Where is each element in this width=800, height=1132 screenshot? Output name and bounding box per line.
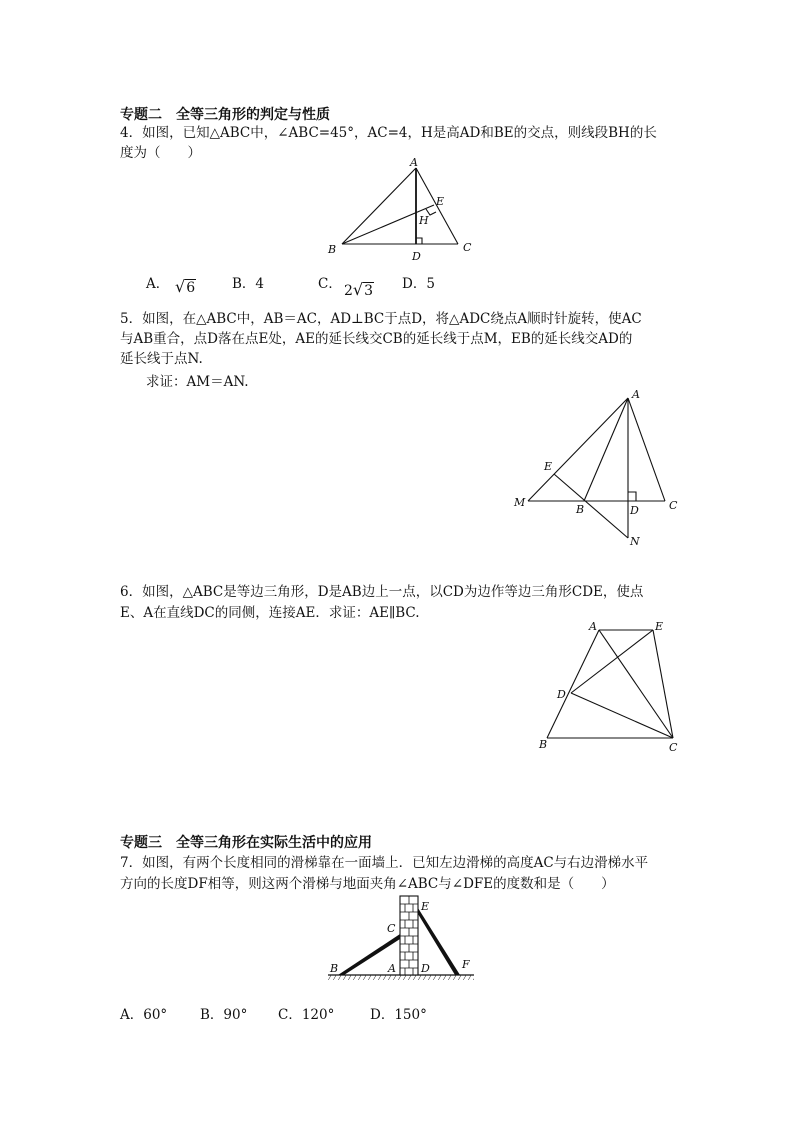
- question-5-line-1: 5．如图，在△ABC中，AB＝AC，AD⊥BC于点D，将△ADC绕点A顺时针旋转，使AC: [120, 311, 642, 327]
- label-d: D: [412, 250, 421, 263]
- question-5-prove: 求证：AM＝AN.: [146, 374, 249, 390]
- question-5-line-3: 延长线于点N.: [120, 351, 203, 367]
- label-a: A: [388, 962, 396, 975]
- option-a: [146, 272, 169, 292]
- label-h: H: [419, 214, 429, 227]
- radical-2sqrt3: 2√3: [344, 280, 374, 299]
- section-title: 专题二 全等三角形的判定与性质: [120, 107, 330, 123]
- label-b: B: [330, 962, 339, 975]
- option-a-label: A．: [146, 276, 170, 292]
- question-4-line-2: 度为（ ）: [120, 145, 201, 161]
- option-c-coef: 2: [344, 283, 353, 299]
- option-c-label: C．: [318, 276, 342, 292]
- label-b: B: [576, 503, 585, 516]
- label-f: F: [462, 958, 470, 971]
- label-a: A: [632, 388, 640, 401]
- section-title: 专题三 全等三角形在实际生活中的应用: [120, 835, 372, 851]
- label-e: E: [655, 620, 664, 633]
- option-c: C．120°: [278, 1007, 335, 1023]
- label-m: M: [514, 496, 526, 509]
- option-c-value: 3: [364, 283, 374, 299]
- question-6-figure: [535, 618, 695, 758]
- label-a: A: [410, 156, 418, 169]
- label-e: E: [421, 900, 430, 913]
- label-n: N: [630, 535, 640, 548]
- option-d: D．5: [402, 276, 435, 292]
- option-a-value: 6: [186, 280, 196, 296]
- option-b: B．4: [232, 276, 265, 292]
- label-d: D: [557, 688, 566, 701]
- option-b: B．90°: [200, 1007, 248, 1023]
- question-7-figure: [320, 890, 480, 986]
- radical-sqrt6: √6: [175, 277, 196, 296]
- option-c: [318, 272, 342, 292]
- label-b: B: [328, 243, 337, 256]
- label-c: C: [669, 741, 678, 754]
- question-7-line-2: 方向的长度DF相等，则这两个滑梯与地面夹角∠ABC与∠DFE的度数和是（ ）: [120, 876, 615, 892]
- label-d: D: [630, 504, 639, 517]
- question-6-line-1: 6．如图，△ABC是等边三角形，D是AB边上一点，以CD为边作等边三角形CDE，使点: [120, 584, 644, 600]
- label-c: C: [463, 241, 472, 254]
- question-7-line-1: 7．如图，有两个长度相同的滑梯靠在一面墙上．已知左边滑梯的高度AC与右边滑梯水平: [120, 855, 649, 871]
- label-c: C: [387, 922, 396, 935]
- question-5-figure: [510, 388, 690, 548]
- label-c: C: [669, 499, 678, 512]
- label-e: E: [436, 195, 445, 208]
- question-5-line-2: 与AB重合，点D落在点E处，AE的延长线交CB的延长线于点M，EB的延长线交AD的: [120, 331, 633, 347]
- question-4-line-1: 4．如图，已知△ABC中，∠ABC=45°，AC=4，H是高AD和BE的交点，则线段BH的长: [120, 125, 657, 141]
- option-d: D．150°: [370, 1007, 427, 1023]
- label-e: E: [544, 460, 553, 473]
- label-b: B: [539, 738, 548, 751]
- label-d: D: [421, 962, 430, 975]
- question-4-figure: [320, 156, 480, 265]
- label-a: A: [589, 620, 597, 633]
- option-a: A．60°: [120, 1007, 168, 1023]
- question-6-line-2: E、A在直线DC的同侧，连接AE．求证：AE∥BC.: [120, 605, 420, 621]
